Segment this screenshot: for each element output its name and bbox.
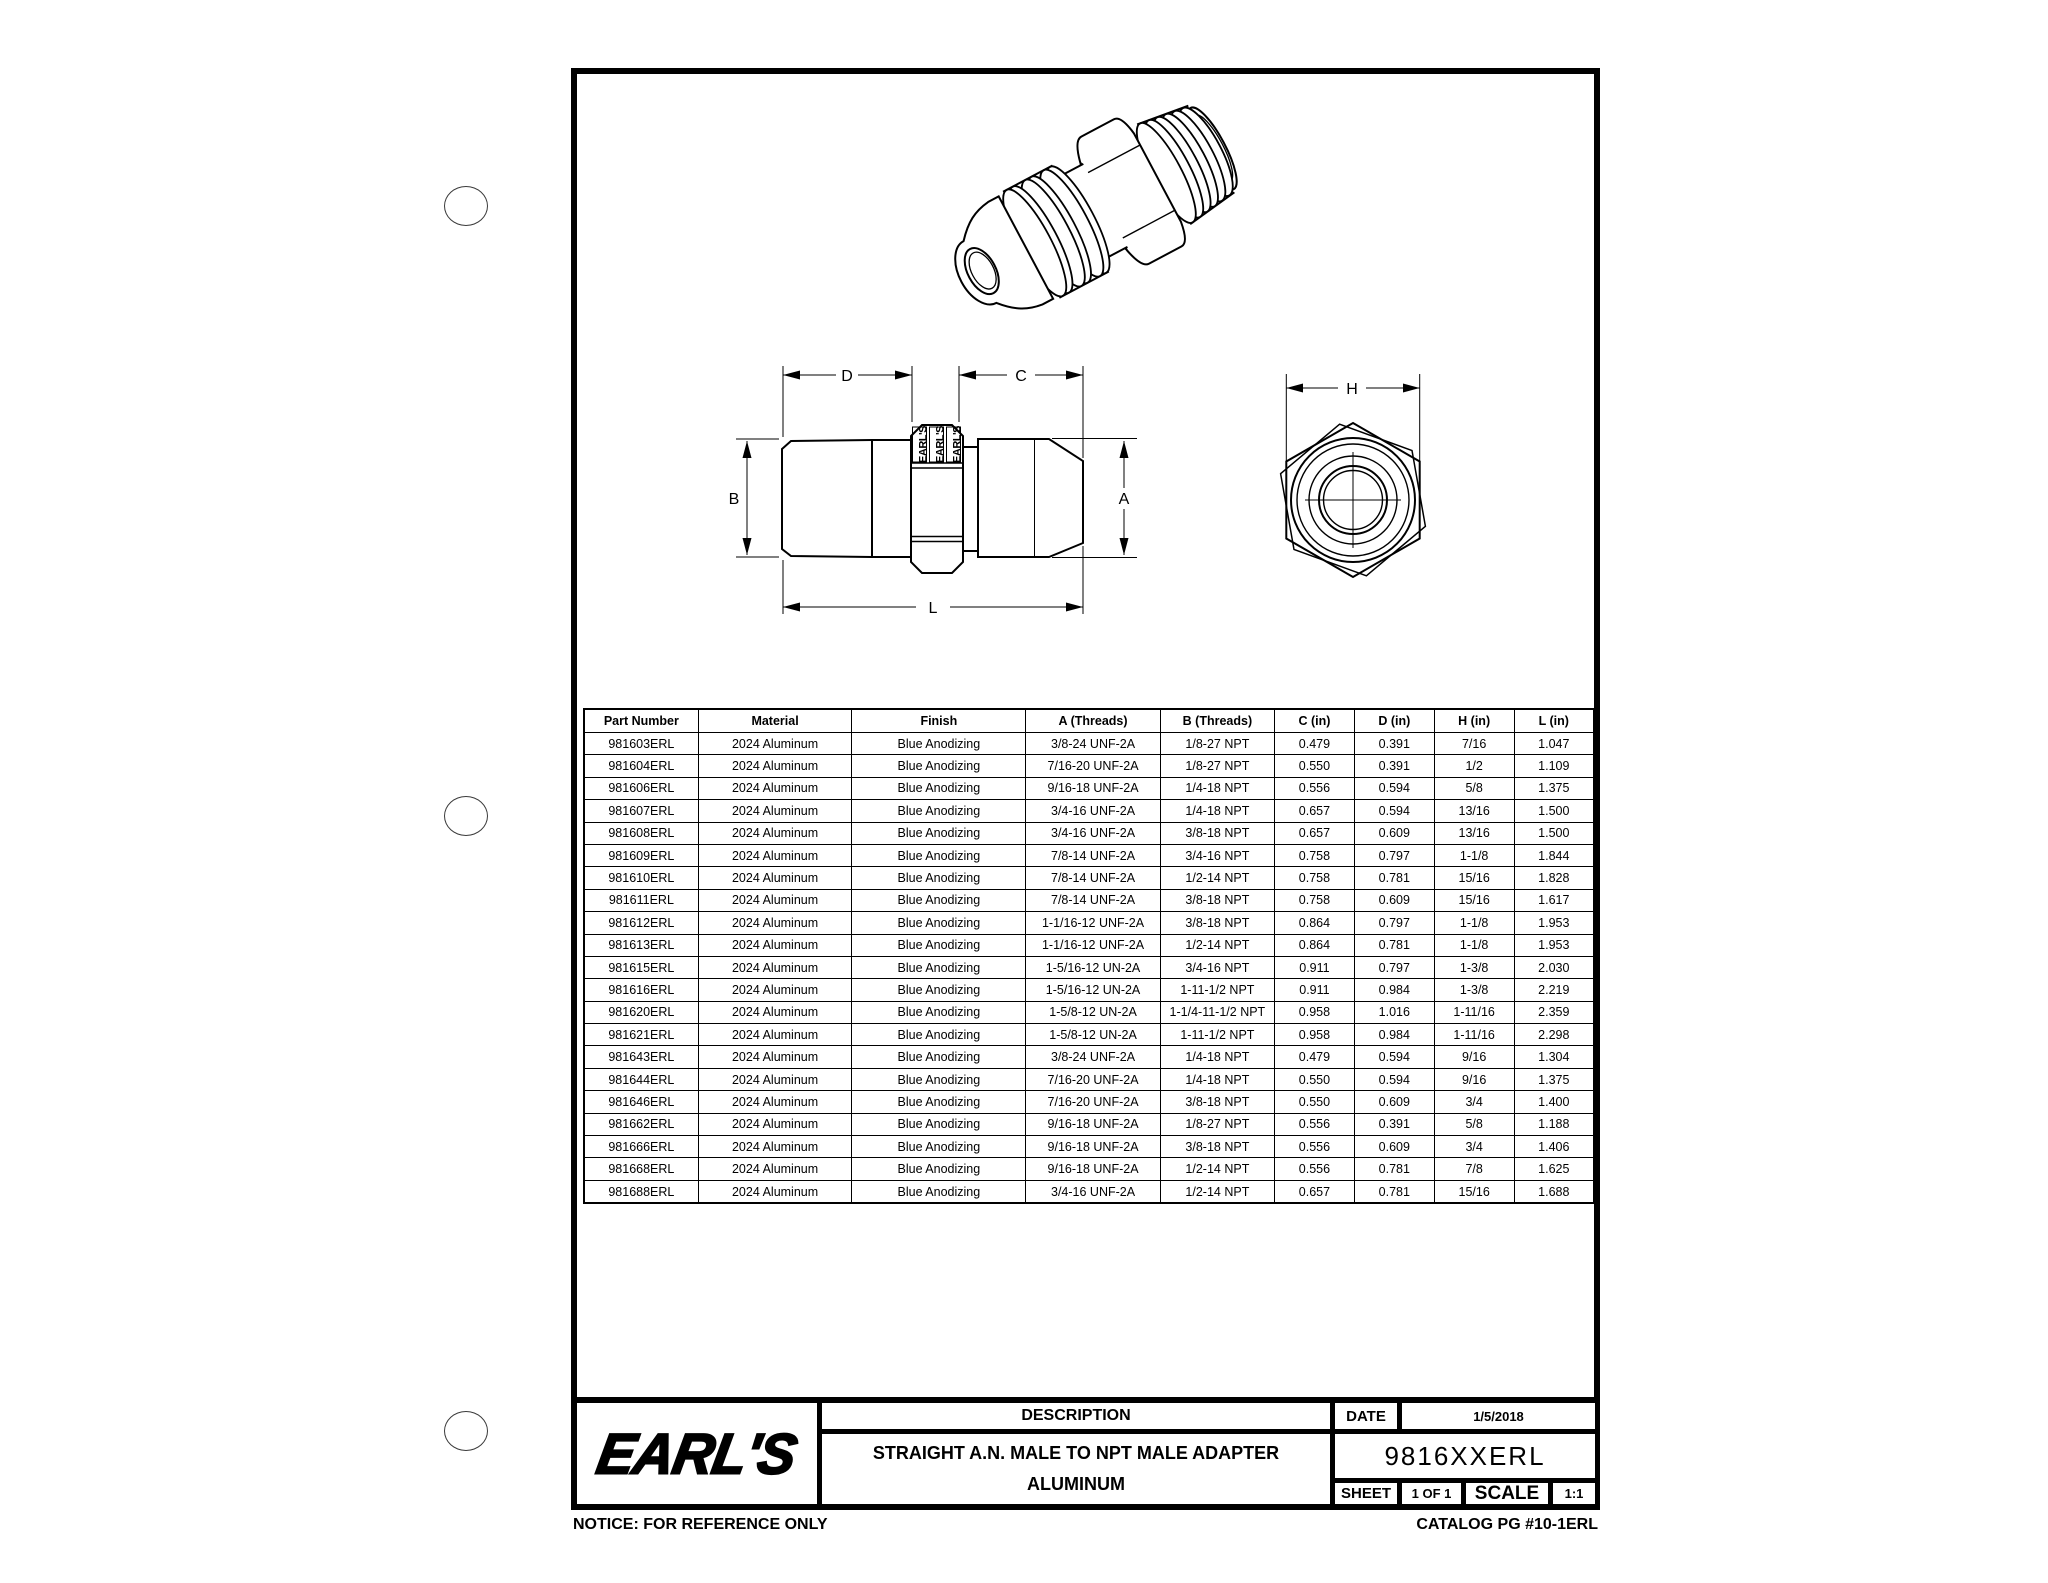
table-row: [584, 800, 1594, 822]
table-cell: 0.550: [1275, 1091, 1355, 1113]
table-cell: 9/16-18 UNF-2A: [1026, 1136, 1160, 1158]
table-cell: 2024 Aluminum: [698, 867, 852, 889]
table-cell: 0.594: [1354, 800, 1434, 822]
table-cell: 2.359: [1514, 1001, 1594, 1023]
table-cell: 1/2-14 NPT: [1160, 867, 1274, 889]
sheet-value: 1 OF 1: [1402, 1483, 1461, 1504]
table-cell: 2024 Aluminum: [698, 1024, 852, 1046]
table-cell: 0.479: [1275, 733, 1355, 755]
table-cell: 1/4-18 NPT: [1160, 777, 1274, 799]
table-cell: 9/16-18 UNF-2A: [1026, 1158, 1160, 1180]
table-cell: 2.219: [1514, 979, 1594, 1001]
stamp-text: EARL'S: [951, 426, 964, 463]
table-cell: 0.657: [1275, 822, 1355, 844]
table-cell: 0.758: [1275, 867, 1355, 889]
table-cell: 1.500: [1514, 822, 1594, 844]
date-label: DATE: [1335, 1403, 1397, 1429]
table-cell: Blue Anodizing: [852, 1113, 1026, 1135]
table-cell: 1.109: [1514, 755, 1594, 777]
table-cell: 1/2-14 NPT: [1160, 1158, 1274, 1180]
sheet-label: SHEET: [1335, 1483, 1397, 1504]
table-cell: 981621ERL: [584, 1024, 698, 1046]
table-cell: 2024 Aluminum: [698, 1158, 852, 1180]
description-line1: STRAIGHT A.N. MALE TO NPT MALE ADAPTER: [872, 1443, 1280, 1464]
table-cell: 1/4-18 NPT: [1160, 800, 1274, 822]
table-cell: 7/16-20 UNF-2A: [1026, 1091, 1160, 1113]
table-cell: 0.479: [1275, 1046, 1355, 1068]
table-cell: 0.958: [1275, 1001, 1355, 1023]
table-cell: 9/16: [1434, 1046, 1514, 1068]
table-cell: 0.391: [1354, 733, 1434, 755]
table-cell: Blue Anodizing: [852, 755, 1026, 777]
table-cell: 1-11-1/2 NPT: [1160, 979, 1274, 1001]
table-cell: 2024 Aluminum: [698, 1091, 852, 1113]
table-cell: Blue Anodizing: [852, 1136, 1026, 1158]
spec-table-body: [584, 733, 1594, 1204]
table-row: [584, 867, 1594, 889]
table-row: [584, 1180, 1594, 1203]
table-cell: 3/8-24 UNF-2A: [1026, 733, 1160, 755]
table-cell: 981688ERL: [584, 1180, 698, 1203]
table-cell: 9/16: [1434, 1068, 1514, 1090]
table-cell: 0.797: [1354, 912, 1434, 934]
table-cell: 2024 Aluminum: [698, 889, 852, 911]
table-cell: 15/16: [1434, 1180, 1514, 1203]
centerlines: [1305, 452, 1401, 548]
table-cell: 1.400: [1514, 1091, 1594, 1113]
table-cell: 2024 Aluminum: [698, 1113, 852, 1135]
table-row: [584, 1001, 1594, 1023]
table-cell: 981612ERL: [584, 912, 698, 934]
table-cell: 1/4-18 NPT: [1160, 1068, 1274, 1090]
npt-section: [782, 440, 911, 557]
table-cell: Blue Anodizing: [852, 979, 1026, 1001]
table-cell: 981646ERL: [584, 1091, 698, 1113]
earls-logo: EARL'S: [592, 1421, 802, 1486]
table-cell: 7/8: [1434, 1158, 1514, 1180]
table-cell: 0.594: [1354, 1046, 1434, 1068]
table-cell: 0.391: [1354, 1113, 1434, 1135]
table-cell: 0.556: [1275, 1113, 1355, 1135]
table-cell: 0.781: [1354, 867, 1434, 889]
table-cell: 3/4-16 NPT: [1160, 844, 1274, 866]
table-cell: 1.375: [1514, 777, 1594, 799]
table-cell: 13/16: [1434, 800, 1514, 822]
column-header: A (Threads): [1026, 709, 1160, 733]
table-cell: 0.781: [1354, 1158, 1434, 1180]
table-cell: 0.609: [1354, 822, 1434, 844]
table-cell: 2024 Aluminum: [698, 822, 852, 844]
table-cell: 2024 Aluminum: [698, 934, 852, 956]
dim-label-a: A: [1118, 491, 1130, 508]
table-cell: 1/8-27 NPT: [1160, 733, 1274, 755]
table-cell: 0.609: [1354, 889, 1434, 911]
table-cell: 13/16: [1434, 822, 1514, 844]
table-cell: 1-3/8: [1434, 956, 1514, 978]
column-header: L (in): [1514, 709, 1594, 733]
description-body: [822, 1434, 1330, 1504]
table-cell: 0.864: [1275, 934, 1355, 956]
table-cell: 0.758: [1275, 844, 1355, 866]
table-cell: 15/16: [1434, 889, 1514, 911]
table-cell: Blue Anodizing: [852, 1046, 1026, 1068]
table-cell: 15/16: [1434, 867, 1514, 889]
spec-table: [583, 708, 1595, 1204]
table-cell: 1-1/8: [1434, 912, 1514, 934]
table-cell: 3/8-18 NPT: [1160, 889, 1274, 911]
table-cell: 2024 Aluminum: [698, 1001, 852, 1023]
table-cell: 981668ERL: [584, 1158, 698, 1180]
table-cell: 1/2-14 NPT: [1160, 934, 1274, 956]
table-cell: 1-1/16-12 UNF-2A: [1026, 934, 1160, 956]
table-cell: 0.609: [1354, 1091, 1434, 1113]
table-cell: 3/4-16 UNF-2A: [1026, 800, 1160, 822]
punch-hole: [444, 796, 488, 836]
table-cell: 7/8-14 UNF-2A: [1026, 844, 1160, 866]
table-cell: Blue Anodizing: [852, 889, 1026, 911]
table-cell: 2024 Aluminum: [698, 777, 852, 799]
table-cell: 1/8-27 NPT: [1160, 755, 1274, 777]
table-cell: 3/4: [1434, 1091, 1514, 1113]
dim-label-h: H: [1346, 381, 1358, 398]
table-cell: 981610ERL: [584, 867, 698, 889]
column-header: C (in): [1275, 709, 1355, 733]
isometric-view: [928, 79, 1258, 346]
table-row: [584, 1046, 1594, 1068]
table-cell: 0.911: [1275, 979, 1355, 1001]
table-row: [584, 1068, 1594, 1090]
table-cell: 2024 Aluminum: [698, 733, 852, 755]
table-row: [584, 1136, 1594, 1158]
table-cell: 0.864: [1275, 912, 1355, 934]
column-header: B (Threads): [1160, 709, 1274, 733]
table-cell: 1.953: [1514, 934, 1594, 956]
table-cell: 0.556: [1275, 1158, 1355, 1180]
column-header: Finish: [852, 709, 1026, 733]
table-cell: 981644ERL: [584, 1068, 698, 1090]
footer-line: [571, 1516, 1600, 1534]
description-header: DESCRIPTION: [822, 1403, 1330, 1429]
table-cell: 1-1/8: [1434, 934, 1514, 956]
side-view: [782, 425, 1083, 573]
column-header: H (in): [1434, 709, 1514, 733]
table-cell: Blue Anodizing: [852, 1068, 1026, 1090]
table-row: [584, 912, 1594, 934]
table-cell: 1-5/16-12 UN-2A: [1026, 956, 1160, 978]
table-cell: Blue Anodizing: [852, 956, 1026, 978]
table-cell: 0.657: [1275, 1180, 1355, 1203]
table-cell: 2024 Aluminum: [698, 912, 852, 934]
table-cell: 1.617: [1514, 889, 1594, 911]
table-cell: 981620ERL: [584, 1001, 698, 1023]
table-cell: 981616ERL: [584, 979, 698, 1001]
table-cell: Blue Anodizing: [852, 1024, 1026, 1046]
table-cell: Blue Anodizing: [852, 777, 1026, 799]
table-cell: 7/16: [1434, 733, 1514, 755]
table-cell: 3/4-16 UNF-2A: [1026, 1180, 1160, 1203]
end-view: [1281, 423, 1426, 577]
table-cell: Blue Anodizing: [852, 800, 1026, 822]
table-row: [584, 934, 1594, 956]
table-cell: 2024 Aluminum: [698, 956, 852, 978]
table-cell: 3/8-18 NPT: [1160, 822, 1274, 844]
punch-hole: [444, 186, 488, 226]
table-cell: 2024 Aluminum: [698, 1068, 852, 1090]
table-cell: 5/8: [1434, 1113, 1514, 1135]
table-row: [584, 1091, 1594, 1113]
table-cell: 3/8-18 NPT: [1160, 1091, 1274, 1113]
table-cell: 0.984: [1354, 979, 1434, 1001]
dim-label-d: D: [841, 368, 853, 385]
table-cell: 981666ERL: [584, 1136, 698, 1158]
table-cell: 981604ERL: [584, 755, 698, 777]
table-cell: 1-3/8: [1434, 979, 1514, 1001]
table-cell: Blue Anodizing: [852, 733, 1026, 755]
table-cell: 2.030: [1514, 956, 1594, 978]
catalog-reference: CATALOG PG #10-1ERL: [1416, 1516, 1598, 1533]
table-cell: 981643ERL: [584, 1046, 698, 1068]
an-thread-section: [978, 439, 1035, 557]
earls-stamps: [913, 426, 964, 463]
table-cell: 0.797: [1354, 956, 1434, 978]
table-cell: 0.550: [1275, 1068, 1355, 1090]
table-cell: 0.758: [1275, 889, 1355, 911]
table-cell: 9/16-18 UNF-2A: [1026, 1113, 1160, 1135]
table-cell: 2.298: [1514, 1024, 1594, 1046]
table-cell: 3/8-18 NPT: [1160, 912, 1274, 934]
table-cell: Blue Anodizing: [852, 912, 1026, 934]
table-cell: 1.304: [1514, 1046, 1594, 1068]
table-cell: 981607ERL: [584, 800, 698, 822]
table-cell: 1-5/8-12 UN-2A: [1026, 1001, 1160, 1023]
table-cell: 3/4-16 NPT: [1160, 956, 1274, 978]
table-cell: 1-11/16: [1434, 1024, 1514, 1046]
table-cell: Blue Anodizing: [852, 1091, 1026, 1113]
table-cell: 1.688: [1514, 1180, 1594, 1203]
column-header: Material: [698, 709, 852, 733]
table-cell: 1-5/8-12 UN-2A: [1026, 1024, 1160, 1046]
dim-label-l: L: [928, 600, 938, 617]
table-cell: 1-11-1/2 NPT: [1160, 1024, 1274, 1046]
table-cell: 3/4: [1434, 1136, 1514, 1158]
stamp-text: EARL'S: [934, 426, 947, 463]
table-cell: 1-5/16-12 UN-2A: [1026, 979, 1160, 1001]
table-cell: 1.188: [1514, 1113, 1594, 1135]
table-cell: Blue Anodizing: [852, 844, 1026, 866]
notice-text: NOTICE: FOR REFERENCE ONLY: [573, 1516, 828, 1533]
table-cell: 1.500: [1514, 800, 1594, 822]
table-cell: 1.016: [1354, 1001, 1434, 1023]
table-cell: 981613ERL: [584, 934, 698, 956]
table-cell: 981609ERL: [584, 844, 698, 866]
table-cell: 1.047: [1514, 733, 1594, 755]
table-cell: 0.911: [1275, 956, 1355, 978]
description-line2: ALUMINUM: [1027, 1473, 1125, 1494]
table-cell: Blue Anodizing: [852, 1180, 1026, 1203]
table-cell: 1.406: [1514, 1136, 1594, 1158]
table-cell: 1-1/8: [1434, 844, 1514, 866]
table-cell: 1.375: [1514, 1068, 1594, 1090]
table-cell: 7/8-14 UNF-2A: [1026, 889, 1160, 911]
table-cell: Blue Anodizing: [852, 1001, 1026, 1023]
table-row: [584, 1158, 1594, 1180]
table-row: [584, 755, 1594, 777]
punch-hole: [444, 1411, 488, 1451]
table-row: [584, 889, 1594, 911]
table-cell: 0.594: [1354, 1068, 1434, 1090]
table-cell: 2024 Aluminum: [698, 755, 852, 777]
table-cell: Blue Anodizing: [852, 934, 1026, 956]
column-header: D (in): [1354, 709, 1434, 733]
table-cell: 1/8-27 NPT: [1160, 1113, 1274, 1135]
table-cell: 0.797: [1354, 844, 1434, 866]
table-row: [584, 733, 1594, 755]
column-header: Part Number: [584, 709, 698, 733]
table-cell: 3/8-18 NPT: [1160, 1136, 1274, 1158]
table-cell: 0.781: [1354, 934, 1434, 956]
scale-label: SCALE: [1466, 1483, 1548, 1504]
table-cell: 1-1/16-12 UNF-2A: [1026, 912, 1160, 934]
table-cell: Blue Anodizing: [852, 1158, 1026, 1180]
table-cell: 981615ERL: [584, 956, 698, 978]
table-cell: 5/8: [1434, 777, 1514, 799]
table-cell: 981611ERL: [584, 889, 698, 911]
table-cell: 0.984: [1354, 1024, 1434, 1046]
table-row: [584, 1024, 1594, 1046]
dim-label-c: C: [1015, 368, 1027, 385]
table-cell: 1/2-14 NPT: [1160, 1180, 1274, 1203]
table-cell: 0.609: [1354, 1136, 1434, 1158]
table-cell: 1.844: [1514, 844, 1594, 866]
table-cell: 1-1/4-11-1/2 NPT: [1160, 1001, 1274, 1023]
table-cell: 0.594: [1354, 777, 1434, 799]
table-cell: 981603ERL: [584, 733, 698, 755]
table-cell: 2024 Aluminum: [698, 1180, 852, 1203]
table-row: [584, 777, 1594, 799]
table-cell: 1/4-18 NPT: [1160, 1046, 1274, 1068]
table-cell: 2024 Aluminum: [698, 979, 852, 1001]
table-cell: 1/2: [1434, 755, 1514, 777]
part-number: 9816XXERL: [1335, 1434, 1595, 1478]
date-value: 1/5/2018: [1402, 1403, 1595, 1429]
logo-cell: [577, 1403, 817, 1504]
stamp-text: EARL'S: [917, 426, 930, 463]
flare-cone: [1035, 439, 1083, 557]
dim-label-b: B: [728, 491, 740, 508]
table-cell: 0.958: [1275, 1024, 1355, 1046]
table-cell: 0.781: [1354, 1180, 1434, 1203]
table-cell: 0.391: [1354, 755, 1434, 777]
table-cell: 2024 Aluminum: [698, 1046, 852, 1068]
table-row: [584, 956, 1594, 978]
table-cell: 1.953: [1514, 912, 1594, 934]
table-cell: 1.828: [1514, 867, 1594, 889]
table-cell: 7/16-20 UNF-2A: [1026, 755, 1160, 777]
table-cell: 7/16-20 UNF-2A: [1026, 1068, 1160, 1090]
table-cell: 2024 Aluminum: [698, 844, 852, 866]
table-cell: 0.556: [1275, 1136, 1355, 1158]
table-row: [584, 844, 1594, 866]
spec-table-head-row: [584, 709, 1594, 733]
table-cell: 1.625: [1514, 1158, 1594, 1180]
table-cell: 981606ERL: [584, 777, 698, 799]
table-cell: 2024 Aluminum: [698, 1136, 852, 1158]
table-cell: 2024 Aluminum: [698, 800, 852, 822]
table-row: [584, 979, 1594, 1001]
table-row: [584, 1113, 1594, 1135]
table-cell: Blue Anodizing: [852, 822, 1026, 844]
table-cell: 9/16-18 UNF-2A: [1026, 777, 1160, 799]
scale-value: 1:1: [1553, 1483, 1595, 1504]
table-cell: 3/8-24 UNF-2A: [1026, 1046, 1160, 1068]
table-cell: 3/4-16 UNF-2A: [1026, 822, 1160, 844]
table-row: [584, 822, 1594, 844]
table-cell: Blue Anodizing: [852, 867, 1026, 889]
table-cell: 7/8-14 UNF-2A: [1026, 867, 1160, 889]
title-block: [571, 1397, 1600, 1510]
table-cell: 0.657: [1275, 800, 1355, 822]
table-cell: 981608ERL: [584, 822, 698, 844]
table-cell: 1-11/16: [1434, 1001, 1514, 1023]
table-cell: 0.556: [1275, 777, 1355, 799]
table-cell: 981662ERL: [584, 1113, 698, 1135]
table-cell: 0.550: [1275, 755, 1355, 777]
